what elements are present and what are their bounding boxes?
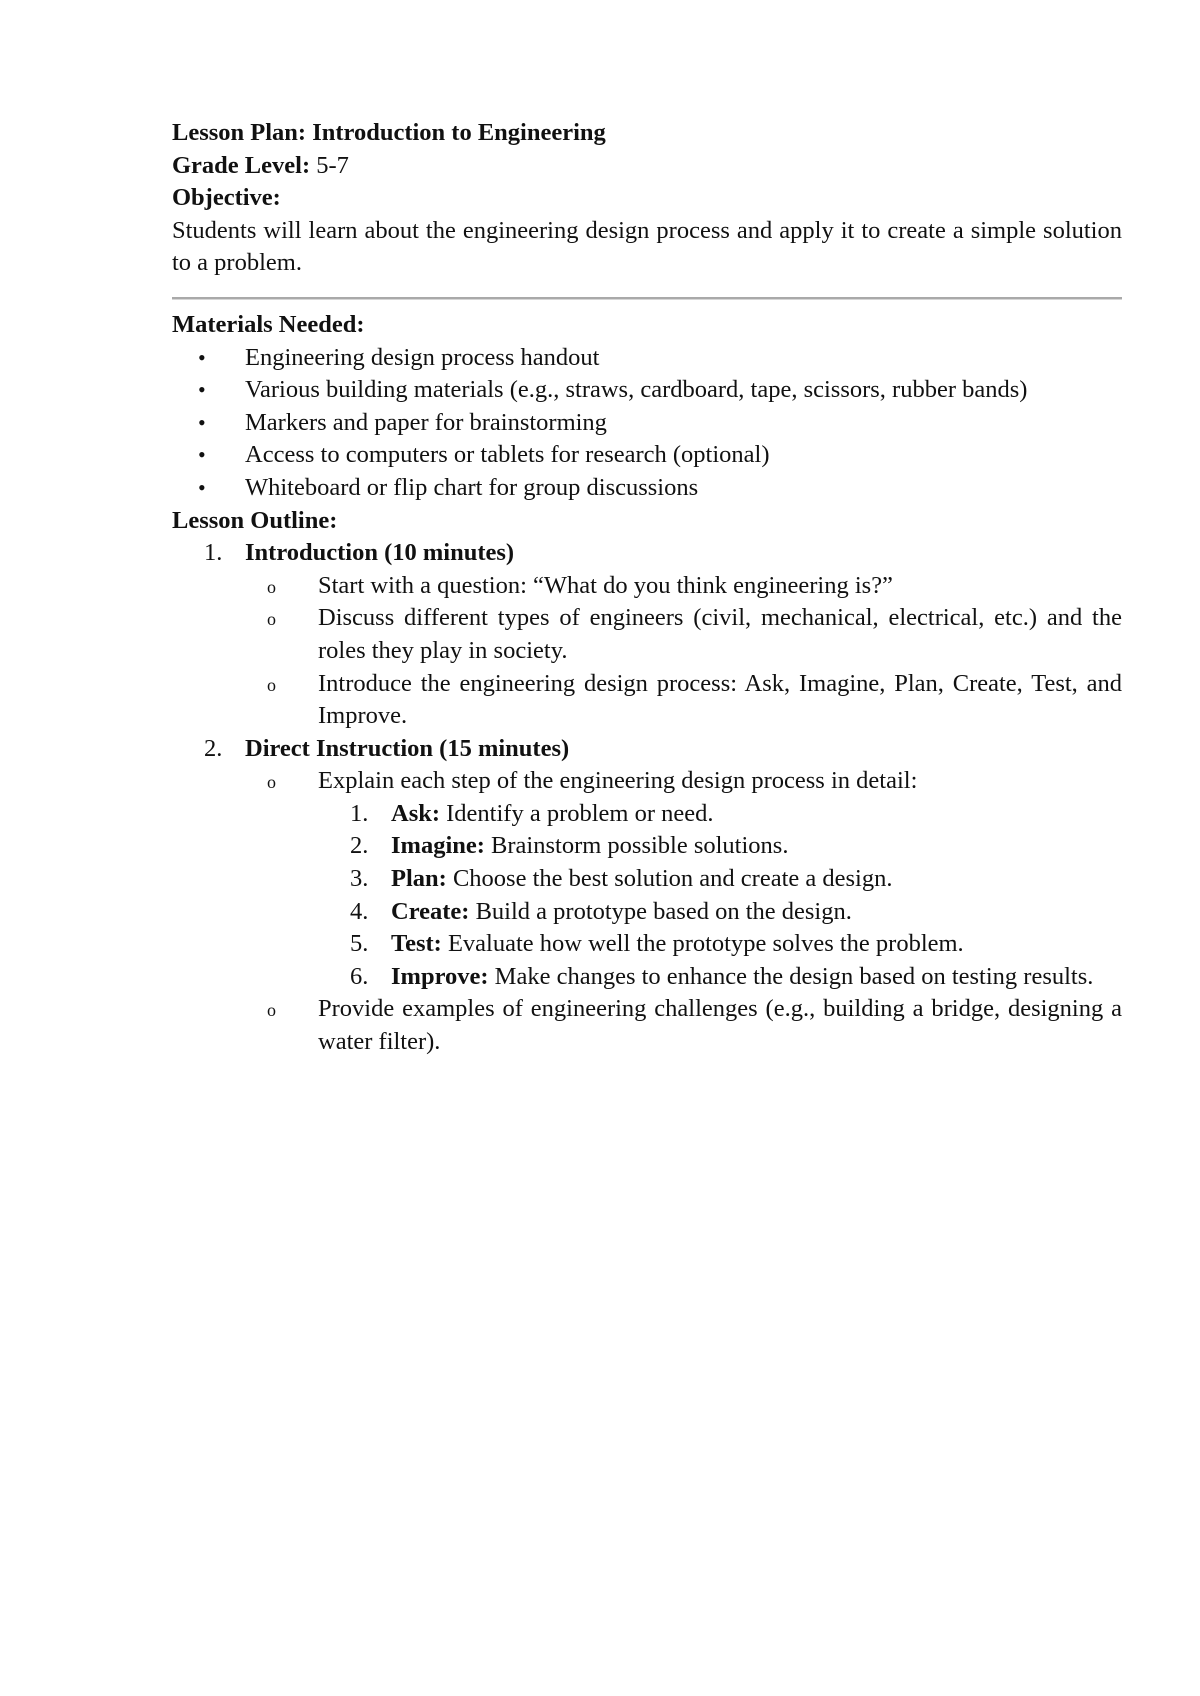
list-item <box>245 570 1122 603</box>
list-item <box>172 342 1122 375</box>
list-item <box>318 928 1122 961</box>
outline-heading: Lesson Outline: <box>172 506 338 534</box>
step-number: 6. <box>350 962 369 990</box>
bullet-icon: • <box>198 344 206 370</box>
circle-bullet-icon: o <box>267 674 276 695</box>
grade-level <box>172 150 1122 183</box>
section-points <box>245 570 1122 733</box>
material-text: Access to computers or tablets for research (optional) <box>245 441 770 469</box>
objective-text: Students will learn about the engineering design process and apply it to create a simple solution to a problem. <box>172 216 1122 277</box>
circle-bullet-icon: o <box>267 609 276 630</box>
bullet-icon: • <box>198 409 206 435</box>
step-number: 2. <box>350 832 369 860</box>
point-text: Start with a question: “What do you think engineering is?” <box>318 571 893 599</box>
list-item <box>245 993 1122 1058</box>
step-term: Improve: <box>391 962 489 990</box>
bullet-icon: • <box>198 442 206 468</box>
list-item <box>172 439 1122 472</box>
circle-bullet-icon: o <box>267 576 276 597</box>
section-title: Direct Instruction (15 minutes) <box>245 734 570 762</box>
design-steps-list <box>318 798 1122 994</box>
list-item <box>245 668 1122 733</box>
list-item <box>318 863 1122 896</box>
grade-level-label: Grade Level: <box>172 151 311 179</box>
section-number: 2. <box>204 734 223 762</box>
step-number: 3. <box>350 865 369 893</box>
material-text: Various building materials (e.g., straws, cardboard, tape, scissors, rubber bands) <box>245 376 1028 404</box>
point-text: Discuss different types of engineers (civil, mechanical, electrical, etc.) and the roles they play in society. <box>318 604 1122 664</box>
step-desc: Build a prototype based on the design. <box>469 897 852 925</box>
list-item <box>172 407 1122 440</box>
step-term: Create: <box>391 897 470 925</box>
step-term: Test: <box>391 930 442 958</box>
lesson-outline-list <box>172 537 1122 1059</box>
grade-level-value: 5-7 <box>310 151 349 179</box>
outline-section <box>172 537 1122 733</box>
materials-list <box>172 342 1122 505</box>
step-desc: Choose the best solution and create a design. <box>446 865 893 893</box>
circle-bullet-icon: o <box>267 772 276 793</box>
bullet-icon: • <box>198 377 206 403</box>
list-item <box>245 765 1122 993</box>
document-page <box>172 117 1122 1059</box>
step-term: Imagine: <box>391 832 485 860</box>
list-item <box>172 374 1122 407</box>
step-desc: Brainstorm possible solutions. <box>484 832 789 860</box>
step-number: 4. <box>350 897 369 925</box>
objective-label: Objective: <box>172 184 281 212</box>
list-item <box>318 830 1122 863</box>
section-points <box>245 765 1122 1058</box>
list-item <box>318 961 1122 994</box>
material-text: Engineering design process handout <box>245 343 600 371</box>
step-term: Ask: <box>391 799 441 827</box>
materials-heading: Materials Needed: <box>172 310 365 338</box>
outline-section <box>172 733 1122 1059</box>
list-item <box>172 472 1122 505</box>
step-number: 1. <box>350 799 369 827</box>
step-desc: Identify a problem or need. <box>440 799 714 827</box>
list-item <box>245 602 1122 667</box>
page-title: Lesson Plan: Introduction to Engineering <box>172 119 606 146</box>
point-text: Provide examples of engineering challenges (e.g., building a bridge, designing a water filter). <box>318 995 1122 1056</box>
bullet-icon: • <box>198 474 206 500</box>
horizontal-divider <box>172 297 1122 300</box>
section-title: Introduction (10 minutes) <box>245 539 515 567</box>
step-desc: Evaluate how well the prototype solves the problem. <box>441 930 964 958</box>
circle-bullet-icon: o <box>267 1000 276 1021</box>
step-number: 5. <box>350 930 369 958</box>
point-text: Introduce the engineering design process: Ask, Imagine, Plan, Create, Test, and Improve. <box>318 669 1122 730</box>
step-term: Plan: <box>391 865 447 893</box>
step-desc: Make changes to enhance the design based on testing results. <box>488 962 1094 990</box>
material-text: Markers and paper for brainstorming <box>245 408 607 436</box>
material-text: Whiteboard or flip chart for group discussions <box>245 473 699 501</box>
section-number: 1. <box>204 539 223 567</box>
point-text: Explain each step of the engineering design process in detail: <box>318 767 918 795</box>
list-item <box>318 896 1122 929</box>
list-item <box>318 798 1122 831</box>
